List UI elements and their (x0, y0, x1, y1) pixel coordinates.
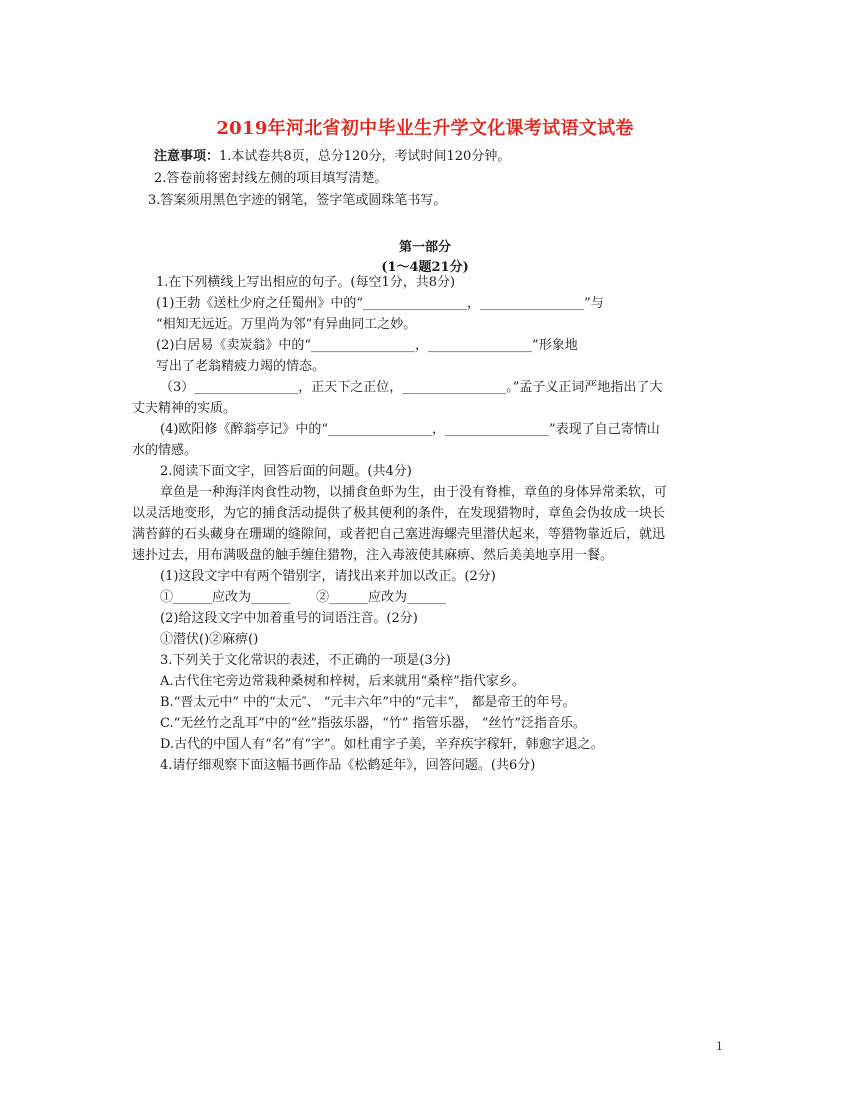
q4-heading: 4.请仔细观察下面这幅书画作品《松鹤延年》，回答问题。(共6分) (160, 758, 536, 773)
notice-item-3: 3.答案须用黑色字迹的钢笔，签字笔或圆珠笔书写。 (148, 193, 447, 208)
q1-part3-cont: 丈夫精神的实质。 (132, 401, 237, 416)
q3-option-b: B.“晋太元中” 中的“太元″、 “元丰六年”中的“元丰”， 都是帝王的年号。 (160, 695, 576, 710)
q1-part2-cont: 写出了老翁精疲力竭的情态。 (156, 359, 326, 374)
part-name: 第一部分 (398, 240, 451, 255)
notice-label: 注意事项： (154, 149, 220, 164)
q2-sub2: (2)给这段文字中加着重号的词语注音。(2分) (160, 611, 418, 626)
q1-part2: (2)白居易《卖炭翁》中的“________________，________________”形象地 (156, 338, 578, 353)
q3-option-a: A.古代住宅旁边常栽种桑树和梓树，后来就用“桑梓”指代家乡。 (160, 674, 525, 689)
q3-option-d: D.古代的中国人有“名”有“字”。如杜甫字子美，辛弃疾字稼轩，韩愈字退之。 (160, 737, 604, 752)
questions (132, 272, 732, 776)
notice-line-1 (154, 146, 510, 168)
q2-sub2-blanks: ①潜伏()②麻痹() (160, 632, 259, 647)
q2-sub1: (1)这段文字中有两个错别字，请找出来并加以改正。(2分) (160, 569, 496, 584)
q1-part1: (1)王勃《送杜少府之任蜀州》中的“________________，________________”与 (156, 296, 604, 311)
q3-heading: 3.下列关于文化常识的表述，不正确的一项是(3分) (160, 653, 451, 668)
exam-title: 2019年河北省初中毕业生升学文化课考试语文试卷 (216, 118, 634, 139)
passage-line-4: 速扑过去，用布满吸盘的触手缠住猎物，注入毒液使其麻痹、然后美美地享用一餐。 (132, 548, 614, 563)
passage-line-2: 以灵活地变形，为它的捕食活动提供了极其便利的条件，在发现猎物时，章鱼会伪妆成一块长 (132, 506, 666, 521)
notice-item-2: 2.答卷前将密封线左侧的项目填写清楚。 (154, 171, 388, 186)
q3-option-c: C.“无丝竹之乱耳”中的“丝”指弦乐器，“竹” 指管乐器， “丝竹”泛指音乐。 (160, 716, 587, 731)
q1-part3: （3）________________，正天下之正位，________________。”孟子义正词严地指出了大 (160, 380, 663, 395)
page-number: 1 (716, 1040, 723, 1053)
q1-part4: (4)欧阳修《醉翁亭记》中的“________________，________________”表现了自己寄情山 (160, 422, 660, 437)
passage-line-1: 章鱼是一种海洋肉食性动物，以捕食鱼虾为生，由于没有脊椎，章鱼的身体异常柔软，可 (160, 485, 668, 500)
q2-heading: 2.阅读下面文字，回答后面的问题。(共4分) (160, 464, 412, 479)
passage-line-3: 满苔藓的石头藏身在珊瑚的缝隙间，或者把自己塞进海螺壳里潜伏起来，等猎物靠近后，就迅 (132, 527, 666, 542)
notice-item-1: 1.本试卷共8页，总分120分，考试时间120分钟。 (219, 149, 511, 164)
part-range: (1～4题21分) (381, 260, 469, 275)
q2-sub1-blanks: ①______应改为______ ②______应改为______ (160, 590, 447, 605)
q1-heading: 1.在下列横线上写出相应的句子。(每空1分，共8分) (156, 275, 456, 290)
q1-part1-cont: “相知无远近。万里尚为邻”有异曲同工之妙。 (156, 317, 417, 332)
q1-part4-cont: 水的情感。 (132, 443, 198, 458)
